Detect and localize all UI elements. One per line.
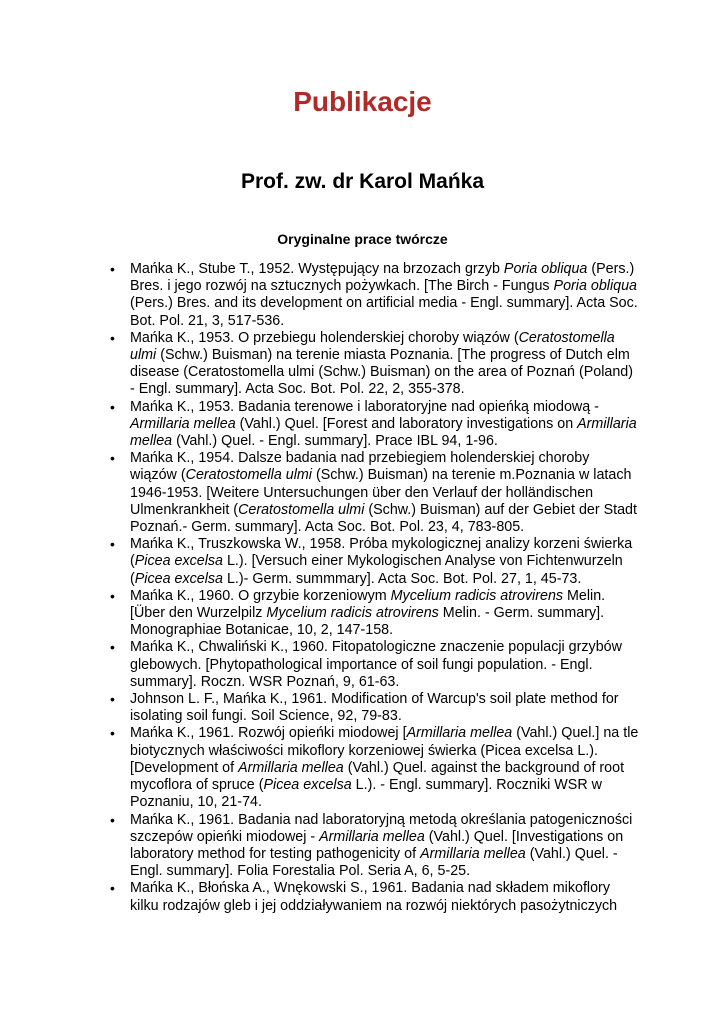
page-title: Publikacje bbox=[293, 86, 432, 117]
author-heading: Prof. zw. dr Karol Mańka bbox=[240, 170, 485, 193]
publication-item bbox=[130, 588, 640, 640]
publication-item bbox=[130, 330, 640, 399]
citation-text: (Vahl.) Quel.] na tle biotycznych właściwości mikoflory korzeniowej świerka (Picea excelsa L.). [Development of bbox=[130, 725, 639, 776]
citation-text: (Pers.) Bres. i jego rozwój na sztucznych pożywkach. [The Birch - Fungus bbox=[130, 261, 635, 295]
species-name: Armillaria mellea bbox=[420, 845, 526, 862]
citation-text: (Schw.) Buisman) na terenie m.Poznania w latach 1946-1953. [Weitere Untersuchungen über den Verlauf der holländischen Ulmenkrankheit ( bbox=[130, 467, 632, 518]
citation-text: Mańka K., Chwaliński K., 1960. Fitopatologiczne znaczenie populacji grzybów glebowych. [Phytopathological importance of soil fungi population. - Engl. summary]. Roczn. WSR Poznań, 9, 61-63. bbox=[130, 639, 622, 690]
citation-text: L.)- Germ. summmary]. Acta Soc. Bot. Pol. 27, 1, 45-73. bbox=[222, 570, 582, 587]
citation-text: (Schw.) Buisman) auf der Gebiet der Stadt Poznań.- Germ. summary]. Acta Soc. Bot. Pol. 23, 4, 783-805. bbox=[130, 501, 637, 536]
species-name: Armillaria mellea bbox=[406, 725, 513, 742]
citation-text: (Vahl.) Quel. - Engl. summary]. Folia Forestalia Pol. Seria A, 6, 5-25. bbox=[130, 845, 618, 880]
species-name: Ceratostomella ulmi bbox=[238, 501, 365, 518]
citation-text: Johnson L. F., Mańka K., 1961. Modification of Warcup's soil plate method for isolating soil fungi. Soil Science, 92, 79-83. bbox=[130, 691, 619, 725]
citation-text: L.). [Versuch einer Mykologischen Analyse von Fichtenwurzeln ( bbox=[130, 553, 623, 587]
publication-item bbox=[130, 812, 640, 881]
publication-item bbox=[130, 880, 640, 914]
citation-text: (Vahl.) Quel. - Engl. summary]. Prace IBL 94, 1-96. bbox=[172, 433, 498, 450]
species-name: Ceratostomella ulmi bbox=[185, 467, 312, 484]
citation-text: Melin. [Über den Wurzelpilz bbox=[130, 587, 606, 622]
species-name: Picea excelsa bbox=[263, 777, 352, 794]
citation-text: Mańka K., 1954. Dalsze badania nad przebiegiem holenderskiej choroby wiązów ( bbox=[130, 450, 590, 484]
species-name: Armillaria mellea bbox=[238, 759, 344, 776]
citation-text: Mańka K., 1961. Rozwój opieńki miodowej [ bbox=[130, 725, 407, 742]
species-name: Ceratostomella ulmi bbox=[130, 329, 615, 364]
species-name: Picea excelsa bbox=[134, 570, 223, 587]
citation-text: (Vahl.) Quel. [Forest and laboratory investigations on bbox=[235, 415, 578, 432]
species-name: Mycelium radicis atrovirens bbox=[266, 605, 439, 622]
citation-text: (Pers.) Bres. and its development on artificial media - Engl. summary]. Acta Soc. Bot. Pol. 21, 3, 517-536. bbox=[130, 295, 638, 329]
citation-text: Mańka K., 1960. O grzybie korzeniowym bbox=[130, 587, 391, 604]
publication-item bbox=[130, 725, 640, 811]
citation-text: Mańka K., Stube T., 1952. Występujący na brzozach grzyb bbox=[130, 261, 504, 277]
publication-item bbox=[130, 399, 640, 451]
citation-text: Mańka K., 1953. Badania terenowe i laboratoryjne nad opieńką miodową - bbox=[130, 398, 599, 415]
publication-list bbox=[130, 261, 640, 915]
species-name: Poria obliqua bbox=[553, 278, 637, 295]
publication-item bbox=[130, 691, 640, 725]
citation-text: Mańka K., Błońska A., Wnękowski S., 1961. Badania nad składem mikoflory kilku rodzajów gleb i jej oddziaływaniem na rozwój niektórych pasożytniczych bbox=[130, 880, 618, 914]
citation-text: Mańka K., Truszkowska W., 1958. Próba mykologicznej analizy korzeni świerka ( bbox=[130, 536, 633, 570]
publication-item bbox=[130, 261, 640, 330]
citation-text: L.). - Engl. summary]. Roczniki WSR w Poznaniu, 10, 21-74. bbox=[130, 777, 602, 811]
species-name: Poria obliqua bbox=[503, 261, 588, 277]
species-name: Armillaria mellea bbox=[130, 415, 637, 450]
citation-text: (Vahl.) Quel. [Investigations on laboratory method for testing pathogenicity of bbox=[130, 828, 624, 862]
species-name: Picea excelsa bbox=[134, 553, 223, 570]
species-name: Armillaria mellea bbox=[130, 415, 236, 432]
species-name: Armillaria mellea bbox=[319, 828, 425, 845]
species-name: Mycelium radicis atrovirens bbox=[390, 587, 564, 604]
citation-text: Melin. - Germ. summary]. Monographiae Botanicae, 10, 2, 147-158. bbox=[130, 605, 605, 639]
publication-item bbox=[130, 536, 640, 588]
citation-text: Mańka K., 1953. O przebiegu holenderskiej choroby wiązów ( bbox=[130, 329, 519, 346]
citation-text: (Schw.) Buisman) na terenie miasta Poznania. [The progress of Dutch elm disease (Ceratostomella ulmi (Schw.) Buisman) on the area of Poznań (Poland) - Engl. summary]. Acta Soc. Bot. Pol. 22, 2, 355-378. bbox=[130, 347, 634, 398]
citation-text: Mańka K., 1961. Badania nad laboratoryjną metodą określania patogeniczności szczepów opieńki miodowej - bbox=[130, 811, 633, 845]
citation-text: (Vahl.) Quel. against the background of root mycoflora of spruce ( bbox=[130, 759, 625, 794]
publication-item bbox=[130, 450, 640, 536]
publication-item bbox=[130, 639, 640, 691]
section-heading: Oryginalne prace twórcze bbox=[277, 231, 448, 247]
